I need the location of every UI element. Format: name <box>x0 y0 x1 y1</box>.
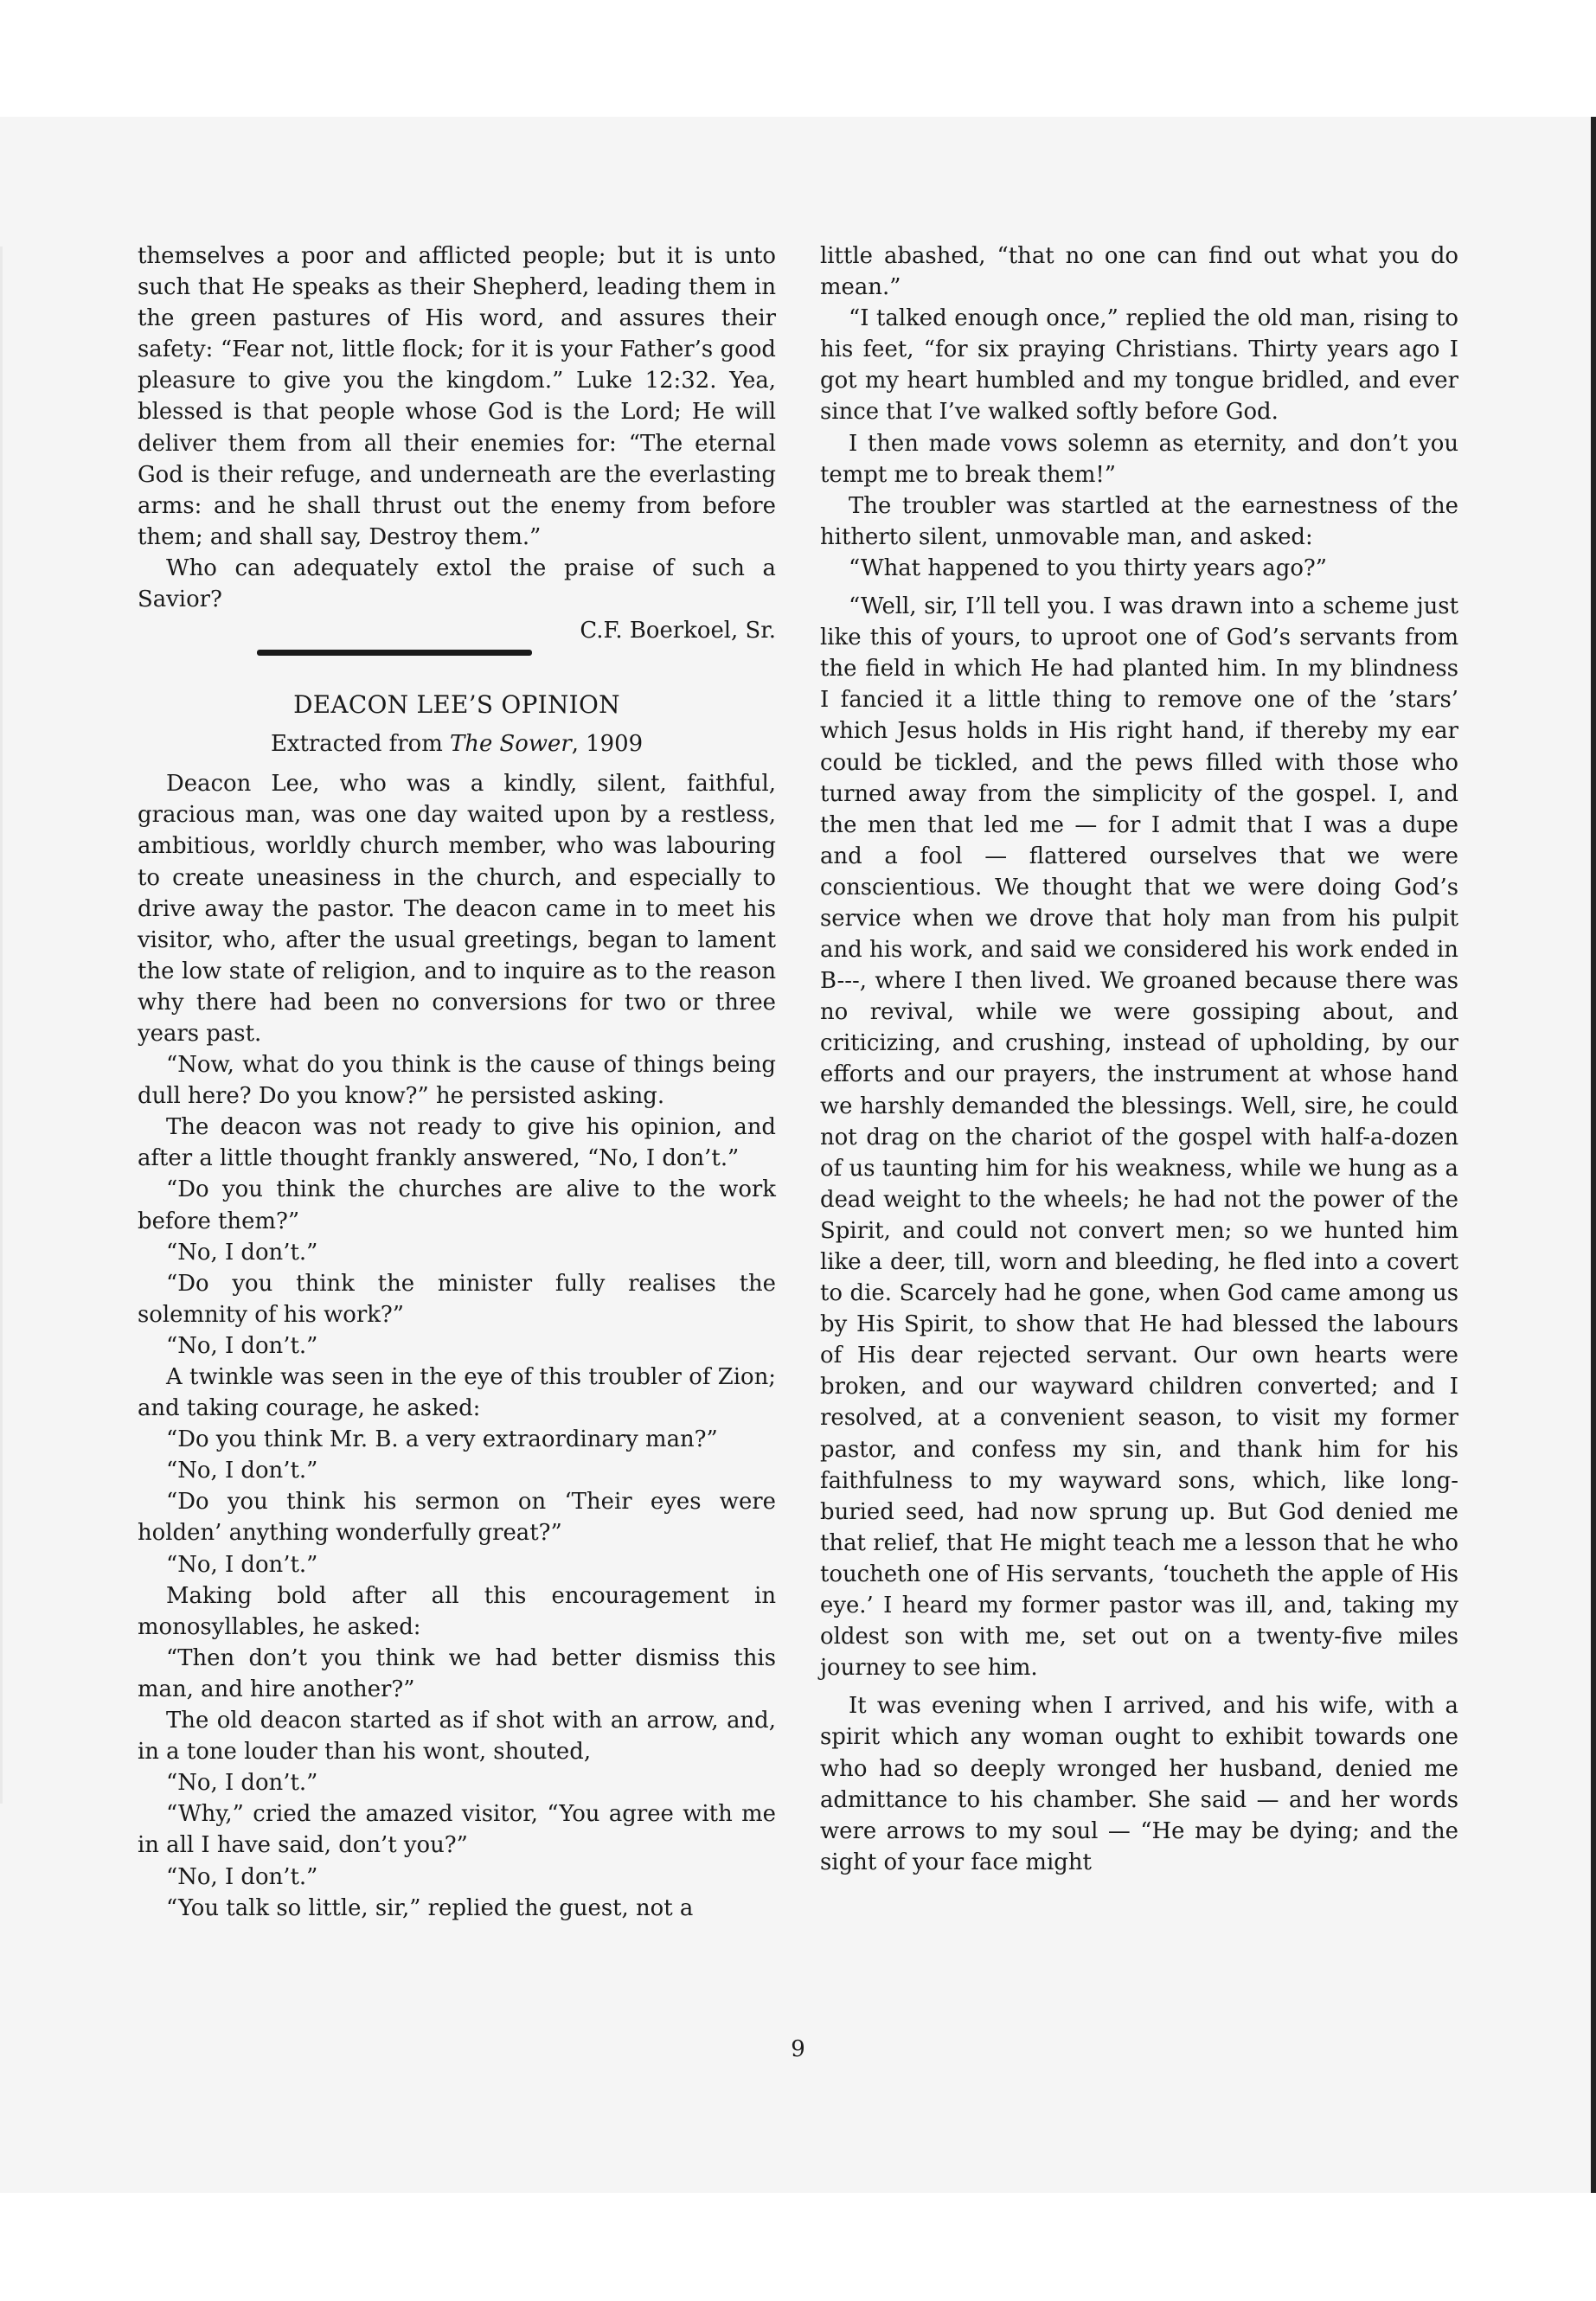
paragraph: It was evening when I arrived, and his wife, with a spirit which any woman ought to exhibit towards one who had so deeply wronged her husband, denied me admittance to his chamber. She said — and her words were arrows to my soul — “He may be dying; and the sight of your face might <box>820 1693 1458 1875</box>
scan-margin-top <box>0 0 1596 117</box>
section-divider-rule <box>257 650 532 656</box>
page-edge-left <box>0 247 3 1804</box>
scan-margin-bottom <box>0 2193 1596 2301</box>
article-source-suffix: , 1909 <box>571 731 644 758</box>
intro-paragraph: themselves a poor and afflicted people; but it is unto such that He speaks as their Shepherd, leading them in the green pastures of His word, and assures their safety: “Fear not, little flock; for it is your Father’s good pleasure to give you the kingdom.” Luke 12:32. Yea, blessed is that people whose God is the Lord; He will deliver them from all their enemies for: “The eternal God is their refuge, and underneath are the everlasting arms: and he shall thrust out the enemy from before them; and shall say, Destroy them.” <box>138 243 776 550</box>
article-source <box>138 728 776 760</box>
paragraph: “No, I don’t.” <box>166 1458 318 1484</box>
article-title: DEACON LEE’S OPINION <box>293 690 620 720</box>
article-source-publication: The Sower <box>450 731 572 758</box>
continuation-paragraph: little abashed, “that no one can find out what you do mean.” <box>820 243 1458 301</box>
left-column <box>138 240 776 1924</box>
paragraph: “Do you think Mr. B. a very extraordinary man?” <box>166 1426 718 1453</box>
paragraph: Making bold after all this encouragement in monosyllables, he asked: <box>138 1582 776 1640</box>
paragraph: “Do you think the churches are alive to the work before them?” <box>138 1176 776 1234</box>
paragraph: “No, I don’t.” <box>166 1551 318 1578</box>
paragraph: “Then don’t you think we had better dismiss this man, and hire another?” <box>138 1644 776 1702</box>
paragraph: “Now, what do you think is the cause of things being dull here? Do you know?” he persisted asking. <box>138 1052 776 1110</box>
paragraph: “What happened to you thirty years ago?” <box>849 554 1328 581</box>
paragraph: I then made vows solemn as eternity, and don’t you tempt me to break them!” <box>820 430 1458 488</box>
paragraph: “No, I don’t.” <box>166 1770 318 1797</box>
closing-paragraph: Who can adequately extol the praise of such a Savior? <box>138 554 776 613</box>
page-edge-right <box>1591 117 1596 2193</box>
paragraph: Deacon Lee, who was a kindly, silent, faithful, gracious man, was one day waited upon by a restless, ambitious, worldly church member, who was labouring to create uneasiness in the church, and especially to drive away the pastor. The deacon came in to meet his visitor, who, after the usual greetings, began to lament the low state of religion, and to inquire as to the reason why there had been no conversions for two or three years past. <box>138 771 776 1047</box>
paragraph: “No, I don’t.” <box>166 1863 318 1890</box>
paragraph: “Do you think the minister fully realises the solemnity of his work?” <box>138 1270 776 1328</box>
paragraph: “Do you think his sermon on ‘Their eyes were holden’ anything wonderfully great?” <box>138 1489 776 1547</box>
paragraph: “Why,” cried the amazed visitor, “You agree with me in all I have said, don’t you?” <box>138 1801 776 1859</box>
page-number: 9 <box>791 2036 805 2062</box>
paragraph: The deacon was not ready to give his opinion, and after a little thought frankly answered, “No, I don’t.” <box>138 1114 776 1172</box>
article-source-prefix: Extracted from <box>270 731 451 758</box>
paragraph: “No, I don’t.” <box>166 1332 318 1359</box>
paragraph: The troubler was startled at the earnestness of the hitherto silent, unmovable man, and asked: <box>820 492 1458 550</box>
paragraph: “I talked enough once,” replied the old man, rising to his feet, “for six praying Christians. Thirty years ago I got my heart humbled and my tongue bridled, and ever since that I’ve walked softly before God. <box>820 305 1458 426</box>
paragraph: A twinkle was seen in the eye of this troubler of Zion; and taking courage, he asked: <box>138 1364 776 1422</box>
paragraph: “Well, sir, I’ll tell you. I was drawn into a scheme just like this of yours, to uproot one of God’s servants from the field in which He had planted him. In my blindness I fancied it a little thing to remove one of the ’stars’ which Jesus holds in His right hand, if thereby my ear could be tickled, and the pews filled with those who turned away from the simplicity of the gospel. I, and the men that led me — for I admit that I was a dupe and a fool — flattered ourselves that we were conscientious. We thought that we were doing God’s service when we drove that holy man from his pulpit and his work, and said we considered his work ended in B---, where I then lived. We groaned because there was no revival, while we were gossiping about, and criticizing, and crushing, instead of upholding, by our efforts and our prayers, the instrument at whose hand we harshly demanded the blessings. Well, sire, he could not drag on the chariot of the gospel with half-a-dozen of us taunting him for his weakness, while we hung as a dead weight to the wheels; he had not the power of the Spirit, and could not convert men; so we hunted him like a deer, till, worn and bleeding, he fled into a covert to die. Scarcely had he gone, when God came among us by His Spirit, to show that He had blessed the labours of His dear rejected servant. Our own hearts were broken, and our wayward children converted; and I resolved, at a convenient season, to visit my former pastor, and confess my sin, and thank him for his faithfulness to my wayward sons, which, like long-buried seed, had now sprung up. But God denied me that relief, that He might teach me a lesson that he who toucheth one of His servants, ‘toucheth the apple of His eye.’ I heard my former pastor was ill, and, taking my oldest son with me, set out on a twenty-five miles journey to see him. <box>820 593 1458 1682</box>
signature: C.F. Boerkoel, Sr. <box>580 618 776 644</box>
paragraph: “You talk so little, sir,” replied the guest, not a <box>166 1894 694 1921</box>
paragraph: “No, I don’t.” <box>166 1239 318 1266</box>
right-column <box>820 240 1458 1878</box>
paragraph: The old deacon started as if shot with an arrow, and, in a tone louder than his wont, shouted, <box>138 1708 776 1766</box>
